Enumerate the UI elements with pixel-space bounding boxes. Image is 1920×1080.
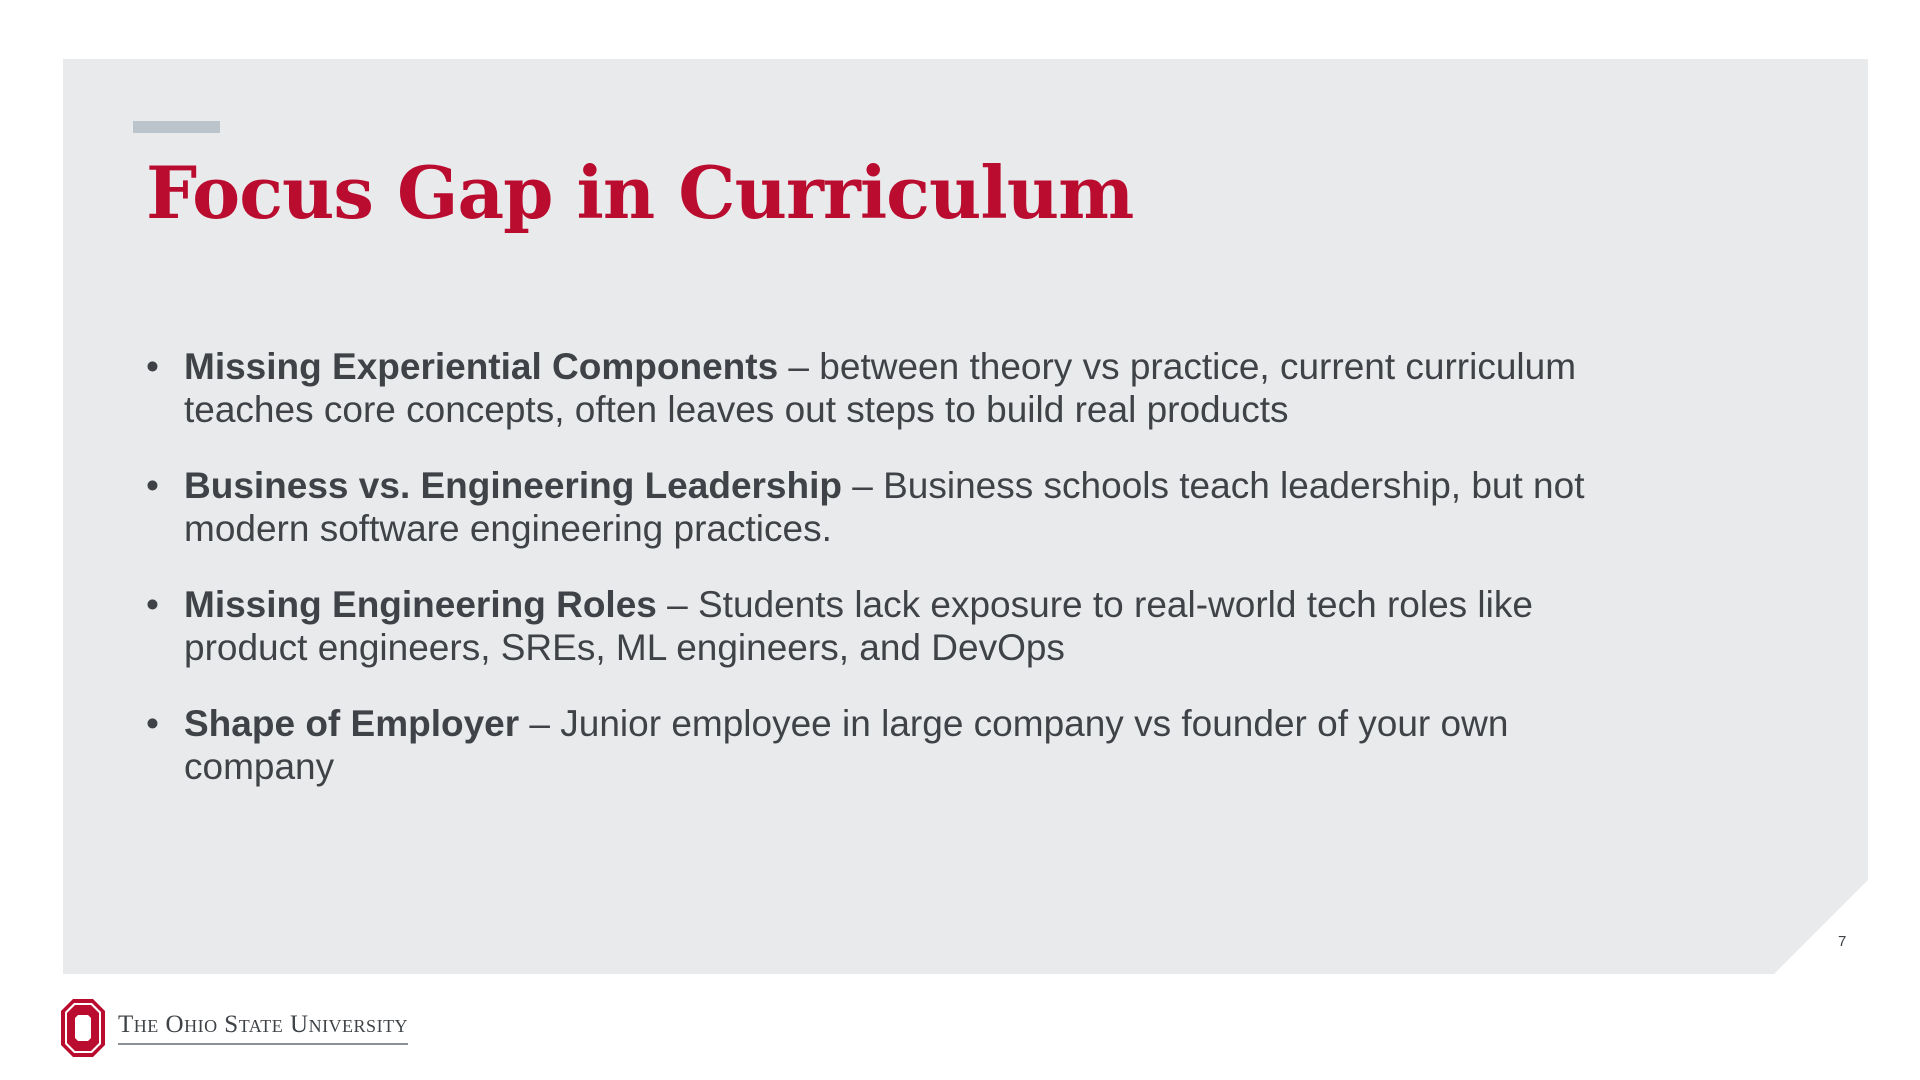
bullet-dot: •	[146, 465, 159, 506]
bullet-list	[146, 345, 1626, 821]
bullet-term: Missing Experiential Components	[184, 346, 779, 387]
bullet-dot: •	[146, 703, 159, 744]
university-logo	[60, 998, 408, 1058]
title-accent-bar	[133, 121, 220, 133]
bullet-item	[146, 464, 1626, 550]
bullet-text: – Students lack exposure to real-world tech roles like product engineers, SREs, ML engineers, and DevOps	[184, 584, 1533, 668]
bullet-text: – Junior employee in large company vs founder of your own company	[184, 703, 1509, 787]
bullet-text: – Business schools teach leadership, but not modern software engineering practices.	[184, 465, 1585, 549]
bullet-dot: •	[146, 584, 159, 625]
bullet-item	[146, 702, 1626, 788]
slide-title: Focus Gap in Curriculum	[146, 150, 1134, 235]
bullet-text: – between theory vs practice, current curriculum teaches core concepts, often leaves out steps to build real products	[184, 346, 1577, 430]
bullet-dot: •	[146, 346, 159, 387]
block-o-logo-icon	[60, 998, 106, 1058]
bullet-term: Shape of Employer	[184, 703, 520, 744]
bullet-item	[146, 345, 1626, 431]
university-name: The Ohio State University	[118, 1011, 408, 1045]
page-number: 7	[1838, 933, 1847, 950]
bullet-term: Business vs. Engineering Leadership	[184, 465, 842, 506]
bullet-item	[146, 583, 1626, 669]
bullet-term: Missing Engineering Roles	[184, 584, 657, 625]
